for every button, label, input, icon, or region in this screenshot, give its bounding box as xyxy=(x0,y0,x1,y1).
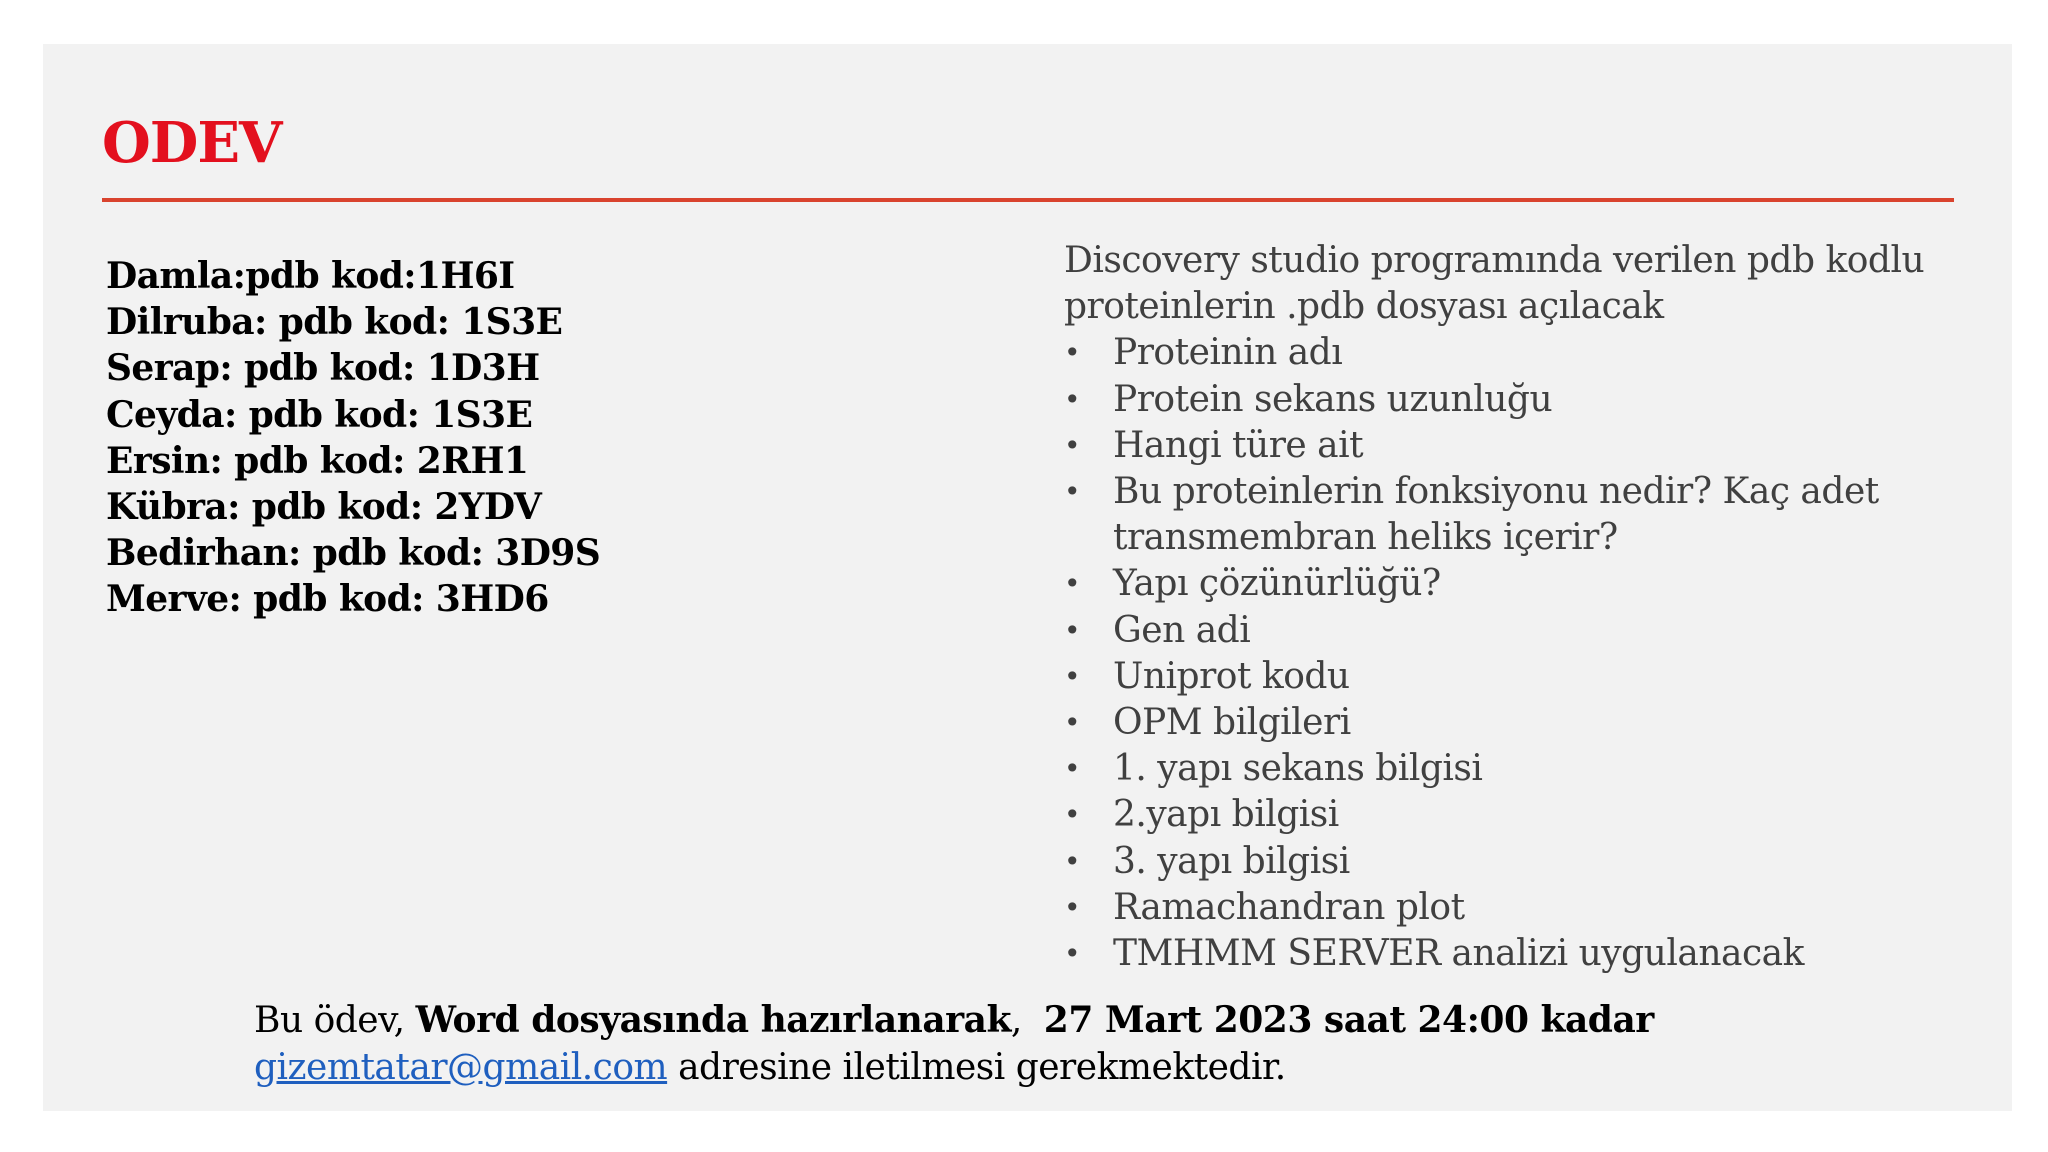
task-item-label: Hangi türe ait xyxy=(1113,424,1364,466)
email-link[interactable]: gizemtatar@gmail.com xyxy=(254,1046,668,1088)
assignment-item: Merve: pdb kod: 3HD6 xyxy=(106,578,549,621)
assignment-item: Ceyda: pdb kod: 1S3E xyxy=(106,393,533,436)
task-item-label: Proteinin adı xyxy=(1113,332,1343,374)
bullet-icon: • xyxy=(1064,336,1081,370)
task-item xyxy=(1064,746,1964,792)
task-item-label: 3. yapı bilgisi xyxy=(1113,840,1350,882)
task-intro: Discovery studio programında verilen pdb kodlu proteinlerin .pdb dosyası açılacak xyxy=(1064,240,1925,328)
submission-separator: , xyxy=(1010,1000,1044,1041)
task-item xyxy=(1064,377,1964,423)
bullet-icon: • xyxy=(1064,937,1081,971)
task-item xyxy=(1064,330,1964,376)
assignment-item: Dilruba: pdb kod: 1S3E xyxy=(106,301,563,344)
bullet-icon: • xyxy=(1064,798,1081,832)
assignment-list xyxy=(106,253,600,623)
submission-format: Word dosyasında hazırlanarak xyxy=(415,999,1011,1041)
bullet-icon: • xyxy=(1064,613,1081,647)
submission-prefix: Bu ödev, xyxy=(254,1000,416,1041)
assignment-item: Bedirhan: pdb kod: 3D9S xyxy=(106,532,601,575)
task-item-label: Protein sekans uzunluğu xyxy=(1113,378,1553,420)
submission-line-2 xyxy=(254,1045,1654,1092)
task-item-label: Ramachandran plot xyxy=(1113,886,1465,928)
task-item xyxy=(1064,469,1964,561)
title-divider xyxy=(102,198,1954,202)
bullet-icon: • xyxy=(1064,890,1081,924)
task-item xyxy=(1064,608,1964,654)
task-item-label: Bu proteinlerin fonksiyonu nedir? Kaç adet transmembran heliks içerir? xyxy=(1113,471,1879,559)
bullet-icon: • xyxy=(1064,706,1081,740)
assignment-item: Kübra: pdb kod: 2YDV xyxy=(106,486,542,529)
task-item xyxy=(1064,700,1964,746)
bullet-icon: • xyxy=(1064,567,1081,601)
task-list xyxy=(1064,330,1964,977)
task-item-label: TMHMM SERVER analizi uygulanacak xyxy=(1113,933,1804,975)
bullet-icon: • xyxy=(1064,428,1081,462)
task-section xyxy=(1064,238,1964,977)
task-item-label: Gen adi xyxy=(1113,609,1251,651)
bullet-icon: • xyxy=(1064,475,1081,509)
assignment-item: Ersin: pdb kod: 2RH1 xyxy=(106,439,529,482)
task-item xyxy=(1064,423,1964,469)
task-item xyxy=(1064,931,1964,977)
task-item-label: OPM bilgileri xyxy=(1113,702,1351,744)
submission-suffix: adresine iletilmesi gerekmektedir. xyxy=(667,1046,1286,1088)
bullet-icon: • xyxy=(1064,659,1081,693)
task-item xyxy=(1064,561,1964,607)
submission-deadline: 27 Mart 2023 saat 24:00 kadar xyxy=(1043,999,1654,1041)
submission-note xyxy=(254,997,1654,1091)
task-item-label: Yapı çözünürlüğü? xyxy=(1113,563,1441,605)
task-item-label: 2.yapı bilgisi xyxy=(1113,794,1339,836)
task-item xyxy=(1064,885,1964,931)
task-item xyxy=(1064,792,1964,838)
task-item xyxy=(1064,654,1964,700)
task-item-label: Uniprot kodu xyxy=(1113,655,1350,697)
assignment-item: Damla:pdb kod:1H6I xyxy=(106,255,515,297)
bullet-icon: • xyxy=(1064,844,1081,878)
task-item xyxy=(1064,839,1964,885)
bullet-icon: • xyxy=(1064,382,1081,416)
assignment-item: Serap: pdb kod: 1D3H xyxy=(106,347,540,390)
slide-title: ODEV xyxy=(102,110,282,176)
bullet-icon: • xyxy=(1064,752,1081,786)
task-item-label: 1. yapı sekans bilgisi xyxy=(1113,748,1483,790)
submission-line-1 xyxy=(254,997,1654,1045)
